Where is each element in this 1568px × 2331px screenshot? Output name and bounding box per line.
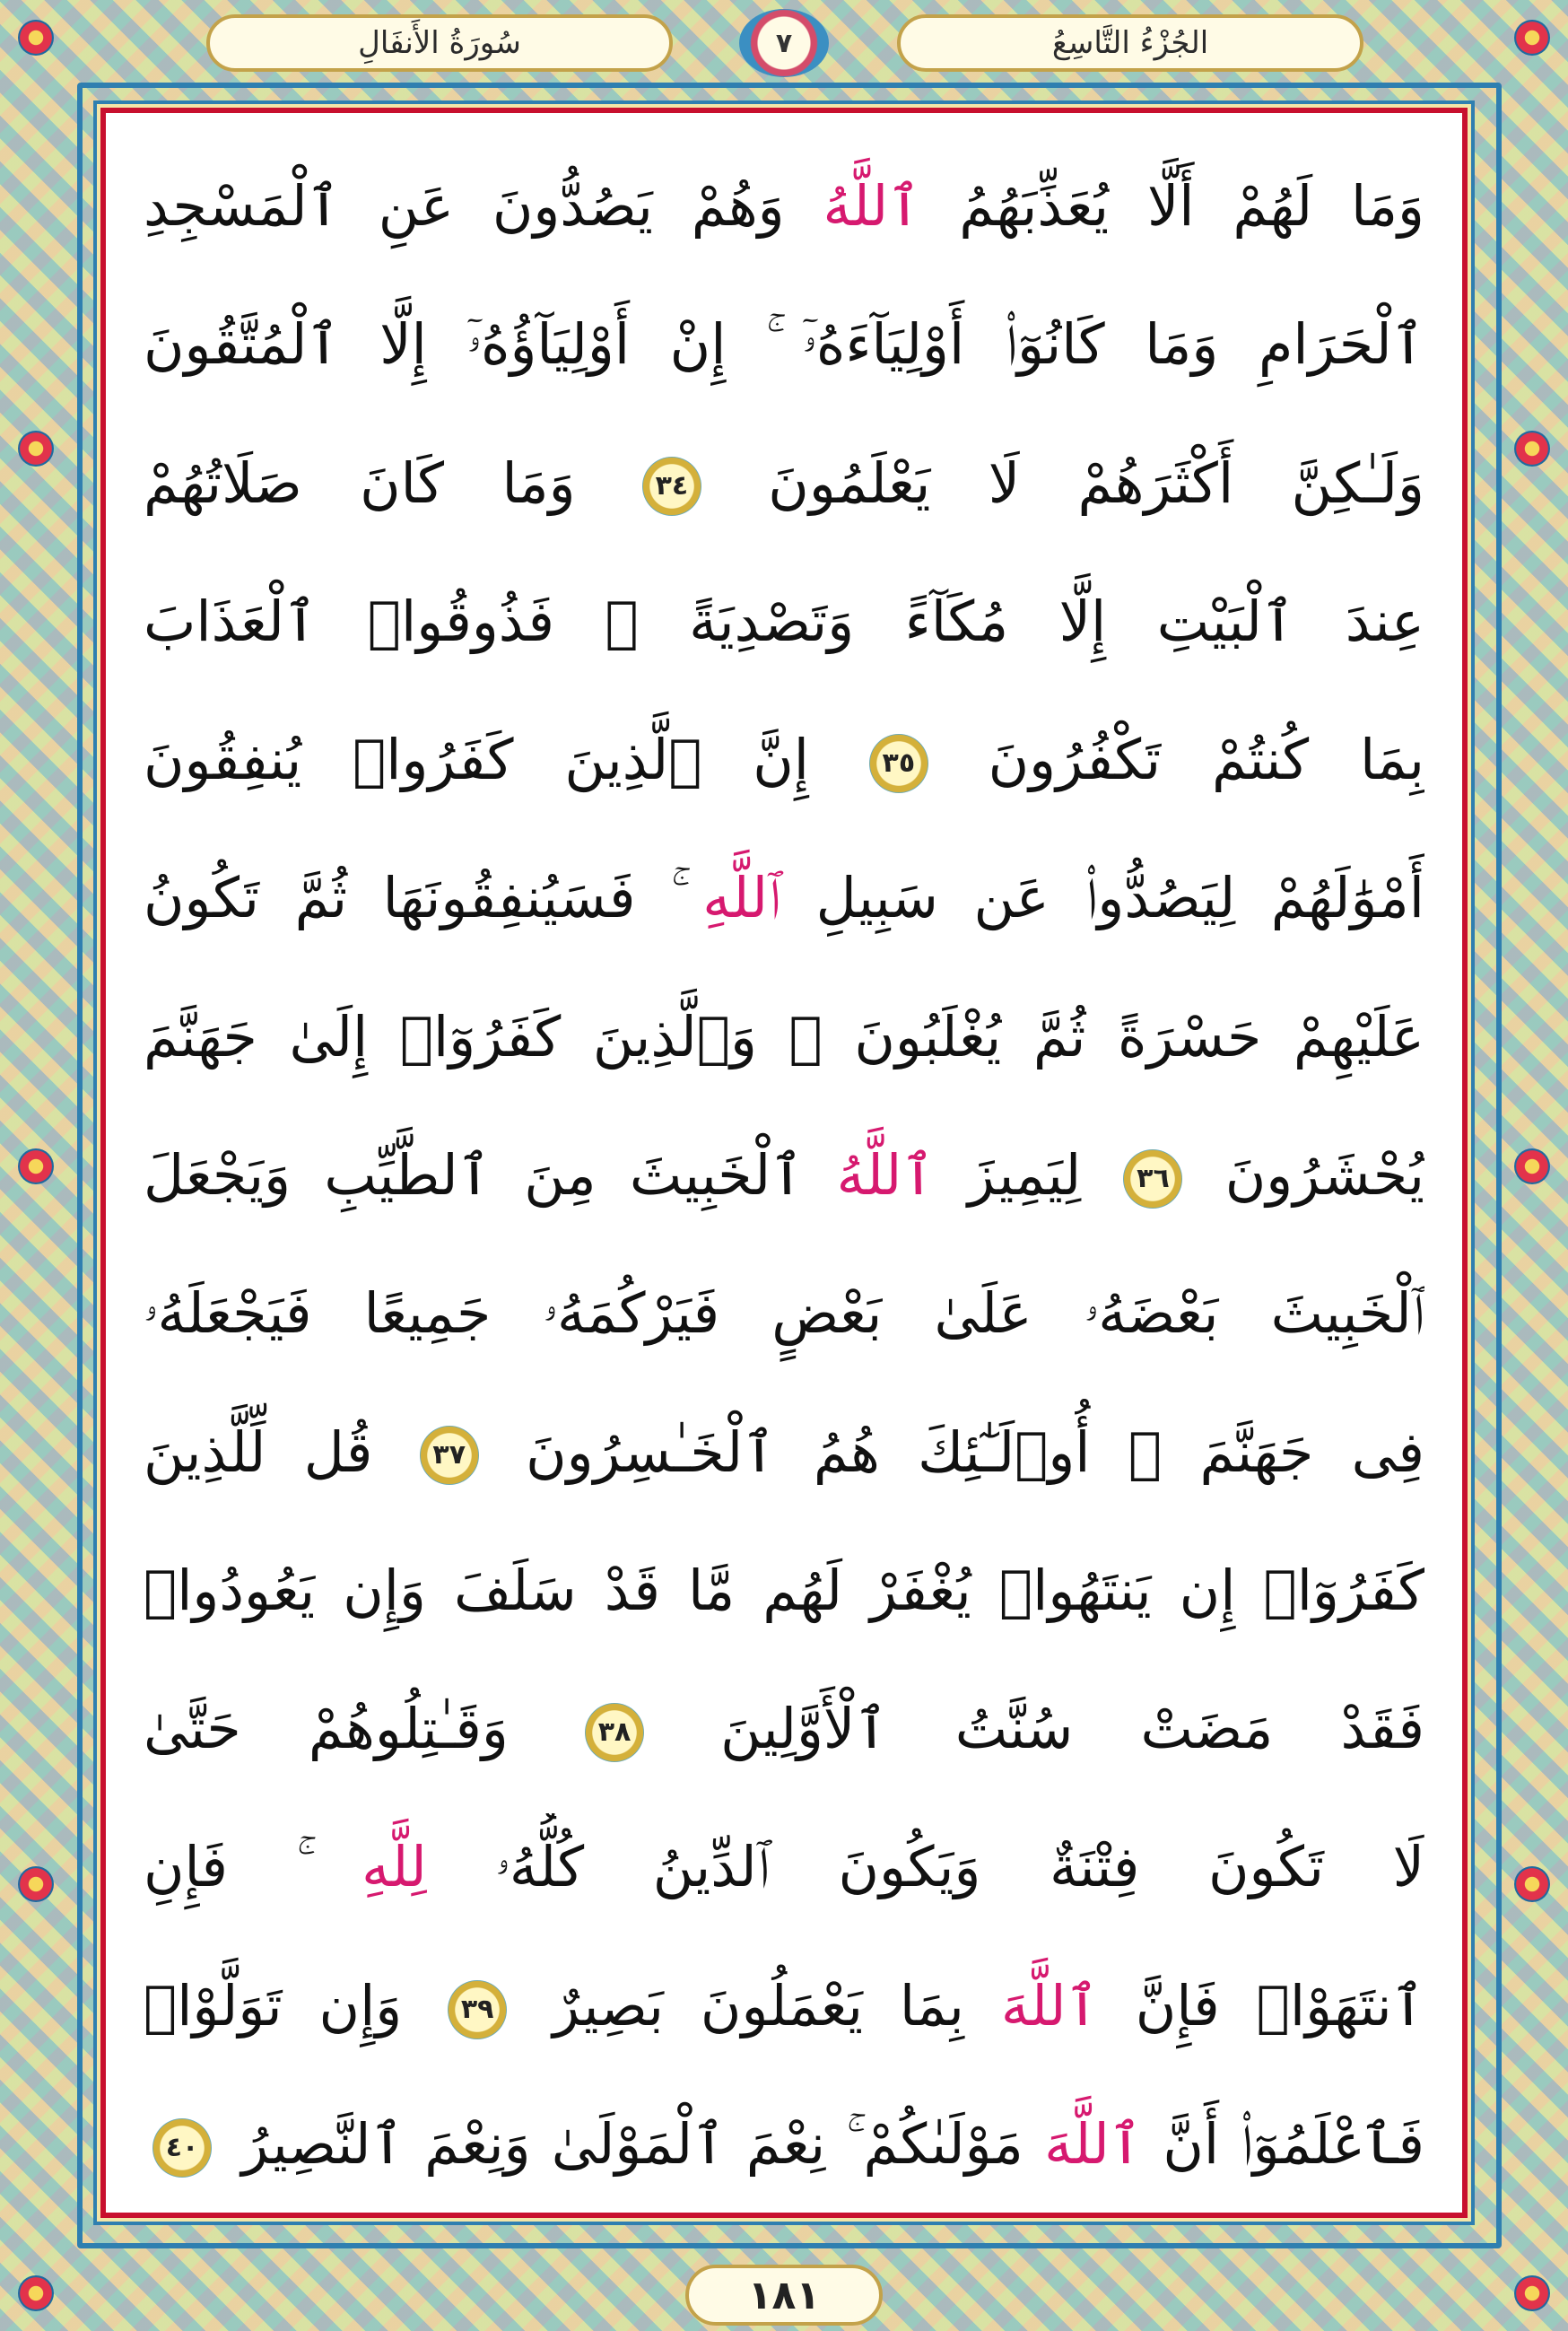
verse-text: لِيَمِيزَ [934,1141,1115,1208]
verse-text: مَوْلَىٰكُمْ ۚ نِعْمَ ٱلْمَوْلَىٰ وَنِعْمَ ٱلنَّصِيرُ [221,2110,1045,2177]
divine-name: ٱللَّهِ [702,865,781,931]
side-flower-icon [1514,1866,1550,1902]
corner-flower-icon [1514,2275,1550,2311]
verse-text: وَهُمْ يَصُدُّونَ عَنِ ٱلْمَسْجِدِ [144,173,823,239]
text-line [144,1122,1424,1229]
quran-text [144,153,1424,2198]
ayah-number-marker: ٣٧ [420,1426,479,1485]
ayah-number-marker: ٣٥ [869,734,928,793]
juz-name: الجُزْءُ التَّاسِعُ [1051,25,1209,61]
verse-text: ٱلْحَرَامِ وَمَا كَانُوٓا۟ أَوْلِيَآءَهُۥٓ ۚ إِنْ أَوْلِيَآؤُهُۥٓ إِلَّا ٱلْمُتَّقُونَ [144,311,1424,378]
verse-text: قُل لِّلَّذِينَ [144,1419,411,1485]
ayah-number-marker: ٣٦ [1123,1149,1182,1209]
verse-text: ٱنتَهَوْا۟ فَإِنَّ [1098,1972,1424,2039]
verse-text: وَإِن تَوَلَّوْا۟ [144,1972,440,2039]
verse-text: وَمَا كَانَ صَلَاتُهُمْ [144,450,633,516]
verse-text: يُحْشَرُونَ [1191,1141,1424,1208]
verse-text: ٱلْخَبِيثَ بَعْضَهُۥ عَلَىٰ بَعْضٍ فَيَرْكُمَهُۥ جَمِيعًا فَيَجْعَلَهُۥ [144,1280,1424,1347]
divine-name: لِلَّهِ [362,1834,427,1900]
corner-flower-icon [18,2275,54,2311]
text-line [144,430,1424,537]
side-flower-icon [18,1148,54,1184]
hizb-marker: ٧ [775,27,793,59]
verse-text: ۚ فَإِنِ [144,1834,362,1900]
text-line [144,1399,1424,1506]
side-flower-icon [18,431,54,467]
ayah-number-marker: ٤٠ [152,2118,212,2178]
text-line [144,291,1424,398]
verse-text: بِمَا يَعْمَلُونَ بَصِيرٌ [516,1972,1001,2039]
corner-flower-icon [1514,20,1550,56]
divine-name: ٱللَّهُ [836,1141,935,1208]
divine-name: ٱللَّهَ [1000,1972,1099,2039]
verse-text: ٱلْخَبِيثَ مِنَ ٱلطَّيِّبِ وَيَجْعَلَ [144,1141,837,1208]
verse-text: فَقَدْ مَضَتْ سُنَّتُ ٱلْأَوَّلِينَ [653,1696,1424,1762]
text-line [144,568,1424,676]
verse-text: إِنَّ ٱلَّذِينَ كَفَرُوا۟ يُنفِقُونَ [144,727,860,793]
ayah-number-marker: ٣٨ [585,1703,644,1762]
page-number: ١٨١ [747,2272,821,2318]
verse-text: ۚ فَسَيُنفِقُونَهَا ثُمَّ تَكُونُ [144,865,703,931]
verse-text: وَقَـٰتِلُوهُمْ حَتَّىٰ [144,1696,576,1762]
side-flower-icon [1514,1148,1550,1184]
verse-text: أَمْوَٰلَهُمْ لِيَصُدُّوا۟ عَن سَبِيلِ [780,865,1424,931]
text-line [144,1952,1424,2060]
text-line [144,1675,1424,1783]
text-line [144,153,1424,260]
divine-name: ٱللَّهُ [823,173,921,239]
verse-text: عَلَيْهِمْ حَسْرَةً ثُمَّ يُغْلَبُونَ ۗ وَٱلَّذِينَ كَفَرُوٓا۟ إِلَىٰ جَهَنَّمَ [144,1003,1424,1069]
verse-text: وَمَا لَهُمْ أَلَّا يُعَذِّبَهُمُ [920,173,1424,239]
hizb-medallion [739,9,829,77]
text-line [144,1260,1424,1367]
verse-text: فِى جَهَنَّمَ ۚ أُو۟لَـٰٓئِكَ هُمُ ٱلْخَـٰسِرُونَ [487,1419,1424,1485]
surah-name: سُورَةُ الأَنفَالِ [358,25,521,61]
corner-flower-icon [18,20,54,56]
verse-text: بِمَا كُنتُمْ تَكْفُرُونَ [936,727,1424,793]
text-line [144,1537,1424,1645]
verse-text: فَٱعْلَمُوٓا۟ أَنَّ [1142,2110,1424,2177]
juz-name-cartouche [897,14,1363,72]
text-line [144,844,1424,952]
text-line [144,983,1424,1091]
verse-text: كَفَرُوٓا۟ إِن يَنتَهُوا۟ يُغْفَرْ لَهُم مَّا قَدْ سَلَفَ وَإِن يَعُودُوا۟ [144,1557,1424,1623]
verse-text: لَا تَكُونَ فِتْنَةٌ وَيَكُونَ ٱلدِّينُ كُلُّهُۥ [426,1834,1424,1900]
text-line [144,706,1424,814]
side-flower-icon [18,1866,54,1902]
verse-text: وَلَـٰكِنَّ أَكْثَرَهُمْ لَا يَعْلَمُونَ [710,450,1424,516]
ayah-number-marker: ٣٤ [642,457,701,516]
ayah-number-marker: ٣٩ [448,1980,507,2039]
text-line [144,1813,1424,1921]
page-number-medallion [685,2265,883,2326]
divine-name: ٱللَّهَ [1044,2110,1143,2177]
surah-name-cartouche [206,14,673,72]
text-line [144,2091,1424,2198]
verse-text: عِندَ ٱلْبَيْتِ إِلَّا مُكَآءً وَتَصْدِيَةً ۚ فَذُوقُوا۟ ٱلْعَذَابَ [144,588,1424,654]
side-flower-icon [1514,431,1550,467]
